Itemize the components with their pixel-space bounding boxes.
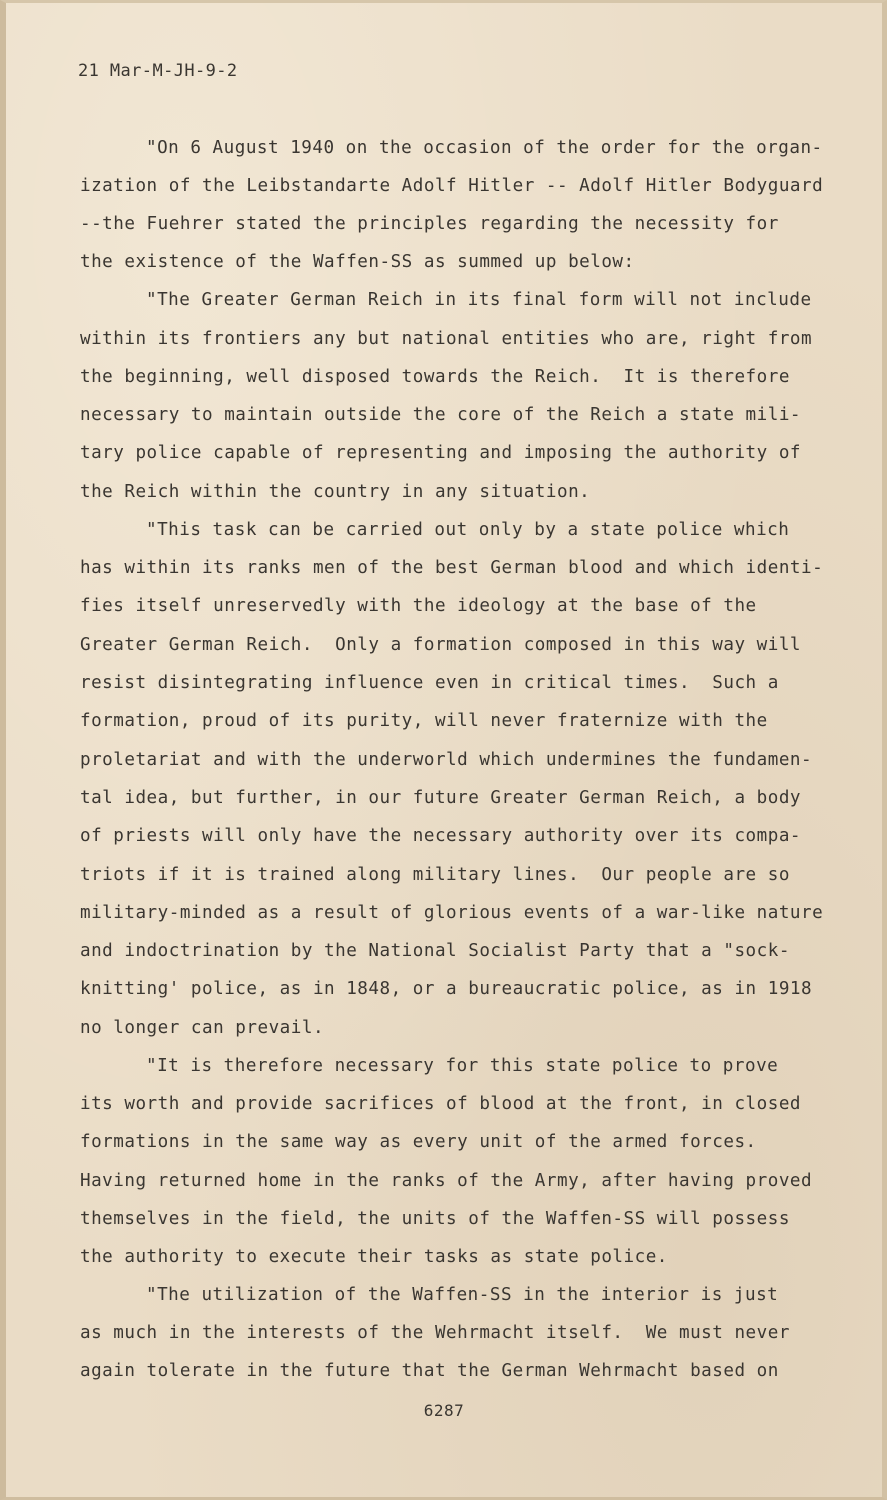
text-line: knitting' police, as in 1848, or a bureaucratic police, as in 1918 [80, 979, 813, 999]
text-line: resist disintegrating influence even in critical times. Such a [80, 673, 779, 693]
text-line: of priests will only have the necessary authority over its compa- [80, 826, 802, 846]
text-line: necessary to maintain outside the core of the Reich a state mili- [80, 405, 802, 425]
text-line: military-minded as a result of glorious events of a war-like nature [80, 903, 824, 923]
text-line: no longer can prevail. [80, 1018, 325, 1038]
text-line: ization of the Leibstandarte Adolf Hitler -- Adolf Hitler Bodyguard [80, 176, 824, 196]
text-line: again tolerate in the future that the German Wehrmacht based on [80, 1361, 779, 1381]
text-line: the beginning, well disposed towards the Reich. It is therefore [80, 367, 790, 387]
text-line: "The utilization of the Waffen-SS in the interior is just [146, 1285, 779, 1305]
text-line: within its frontiers any but national entities who are, right from [80, 329, 813, 349]
text-line: "The Greater German Reich in its final form will not include [146, 290, 812, 310]
text-line: the authority to execute their tasks as state police. [80, 1247, 668, 1267]
text-line: formation, proud of its purity, will never fraternize with the [80, 711, 768, 731]
text-line: tary police capable of representing and imposing the authority of [80, 443, 802, 463]
text-line: has within its ranks men of the best German blood and which identi- [80, 558, 824, 578]
page-number: 6287 [423, 1401, 465, 1420]
text-line: and indoctrination by the National Socialist Party that a "sock- [80, 941, 790, 961]
text-line: "It is therefore necessary for this state police to prove [146, 1056, 779, 1076]
text-line: fies itself unreservedly with the ideology at the base of the [80, 596, 757, 616]
text-line: proletariat and with the underworld which undermines the fundamen- [80, 750, 813, 770]
text-line: themselves in the field, the units of the Waffen-SS will possess [80, 1209, 790, 1229]
document-reference: 21 Mar-M-JH-9-2 [78, 61, 238, 81]
text-line: its worth and provide sacrifices of blood at the front, in closed [80, 1094, 802, 1114]
text-line: as much in the interests of the Wehrmacht itself. We must never [80, 1323, 790, 1343]
text-line: the Reich within the country in any situation. [80, 482, 591, 502]
text-line: "On 6 August 1940 on the occasion of the order for the organ- [146, 138, 823, 158]
text-line: Greater German Reich. Only a formation composed in this way will [80, 635, 802, 655]
text-line: tal idea, but further, in our future Greater German Reich, a body [80, 788, 802, 808]
text-line: --the Fuehrer stated the principles regarding the necessity for [80, 214, 779, 234]
text-line: formations in the same way as every unit of the armed forces. [80, 1132, 757, 1152]
text-line: Having returned home in the ranks of the Army, after having proved [80, 1171, 813, 1191]
text-line: "This task can be carried out only by a state police which [146, 520, 790, 540]
text-line: the existence of the Waffen-SS as summed up below: [80, 252, 635, 272]
text-line: triots if it is trained along military lines. Our people are so [80, 865, 790, 885]
